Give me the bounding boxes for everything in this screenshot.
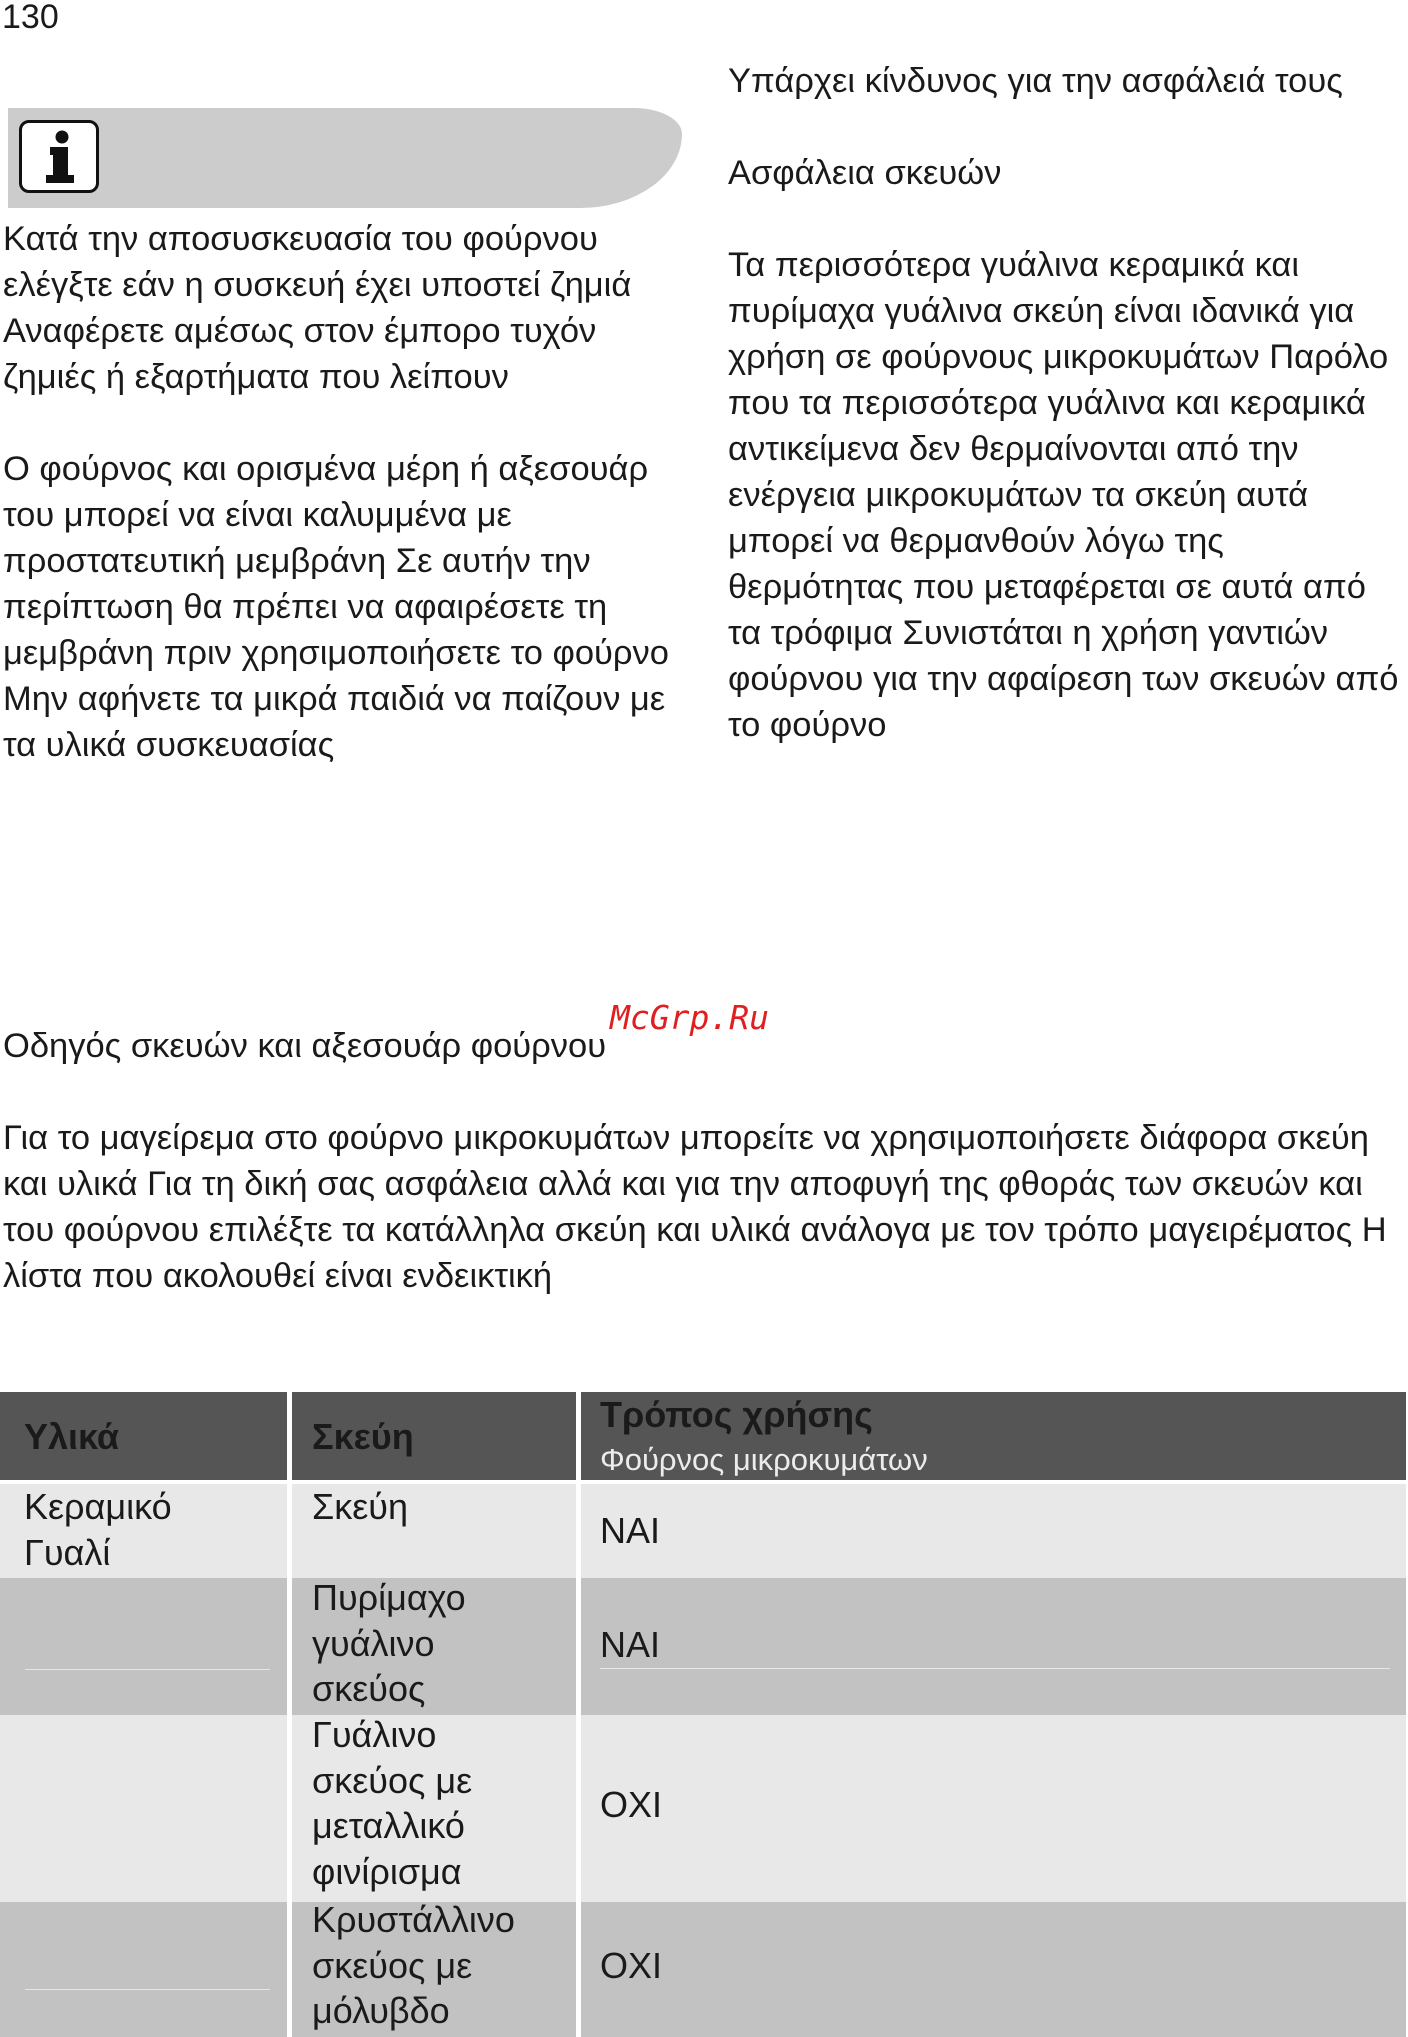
guide-section [3, 1023, 1408, 1345]
usage-cell: ΟΧΙ [600, 1945, 663, 1986]
safety-risk-paragraph: Υπάρχει κίνδυνος για την ασφάλειά τους [728, 62, 1343, 100]
watermark: McGrp.Ru [610, 998, 769, 1037]
row-divider [600, 1668, 1390, 1669]
table-row [0, 1715, 1406, 1902]
utensil-table [0, 1392, 1406, 2037]
page-number: 130 [2, 0, 59, 36]
utensil-cell: Κρυστάλλινο σκεύος με μόλυβδο [312, 1899, 515, 2031]
header-usage: Τρόπος χρήσης [600, 1394, 873, 1435]
utensil-safety-heading: Ασφάλεια σκευών [728, 154, 1002, 192]
info-banner [8, 108, 682, 208]
usage-cell: ΝΑΙ [600, 1624, 661, 1665]
table-row [0, 1578, 1406, 1715]
guide-title: Οδηγός σκευών και αξεσουάρ φούρνου [3, 1027, 607, 1065]
right-column [728, 58, 1408, 794]
unpacking-paragraph: Κατά την αποσυσκευασία του φούρνου ελέγξτε εάν η συσκευή έχει υποστεί ζημιά Αναφέρετε αμέσως στον έμπορο τυχόν ζημιές ή εξαρτήματα που λείπουν [3, 220, 632, 396]
info-icon [19, 120, 99, 193]
row-divider [25, 1989, 270, 1990]
protective-film-paragraph: Ο φούρνος και ορισμένα μέρη ή αξεσουάρ του μπορεί να είναι καλυμμένα με προστατευτική μεμβράνη Σε αυτήν την περίπτωση θα πρέπει να αφαιρέσετε τη μεμβράνη πριν χρησιμοποιήσετε το φούρνο Μην αφήνετε τα μικρά παιδιά να παίζουν με τα υλικά συσκευασίας [3, 450, 669, 764]
row-divider [25, 1669, 270, 1670]
utensil-safety-paragraph: Τα περισσότερα γυάλινα κεραμικά και πυρίμαχα γυάλινα σκεύη είναι ιδανικά για χρήση σε φούρνους μικροκυμάτων Παρόλο που τα περισσότερα γυάλινα και κεραμικά αντικείμενα δεν θερμαίνονται από την ενέργεια μικροκυμάτων τα σκεύη αυτά μπορεί να θερμανθούν λόγω της θερμότητας που μεταφέρεται σε αυτά από τα τρόφιμα Συνιστάται η χρήση γαντιών φούρνου για την αφαίρεση των σκευών από το φούρνο [728, 246, 1399, 744]
column-divider [287, 1392, 292, 2037]
header-usage-subtitle: Φούρνος μικροκυμάτων [600, 1442, 928, 1477]
header-utensil: Σκεύη [312, 1416, 414, 1457]
usage-cell: ΝΑΙ [600, 1510, 661, 1551]
usage-cell: ΟΧΙ [600, 1784, 663, 1825]
guide-paragraph: Για το μαγείρεμα στο φούρνο μικροκυμάτων μπορείτε να χρησιμοποιήσετε διάφορα σκεύη και υλικά Για τη δική σας ασφάλεια αλλά και για την αποφυγή της φθοράς των σκευών και του φούρνου επιλέξτε τα κατάλληλα σκεύη και υλικά ανάλογα με τον τρόπο μαγειρέματος Η λίστα που ακολουθεί είναι ενδεικτική [3, 1119, 1387, 1295]
utensil-cell: Σκεύη [312, 1486, 409, 1527]
material-cell: Κεραμικό Γυαλί [24, 1486, 172, 1573]
utensil-cell: Γυάλινο σκεύος με μεταλλικό φινίρισμα [312, 1714, 473, 1892]
utensil-cell: Πυρίμαχο γυάλινο σκεύος [312, 1577, 466, 1709]
left-column [3, 216, 693, 814]
column-divider [576, 1392, 581, 2037]
table-row [0, 1902, 1406, 2037]
header-material: Υλικά [24, 1416, 120, 1457]
row-divider [600, 1507, 1390, 1508]
